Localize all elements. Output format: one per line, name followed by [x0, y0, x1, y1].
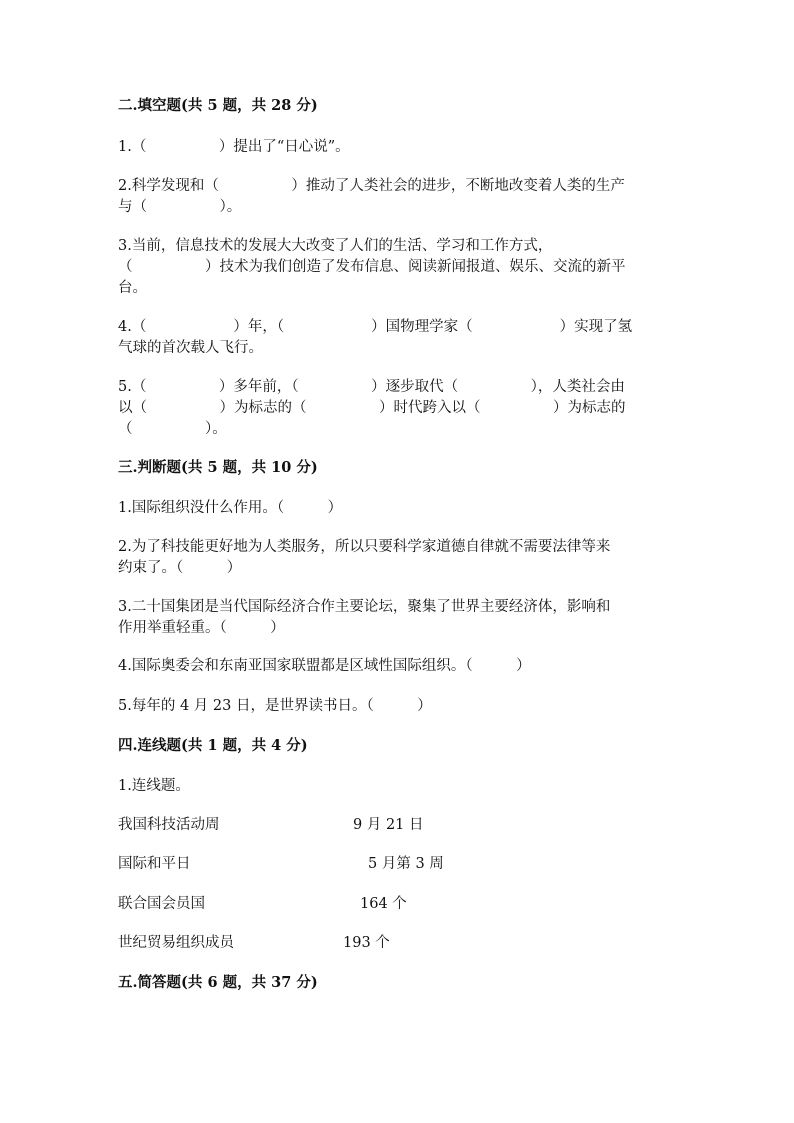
fill-question-5-line-1: 5.（ ）多年前，（ ）逐步取代（ ），人类社会由	[118, 379, 625, 395]
matching-left-item-4: 世纪贸易组织成员	[118, 935, 234, 951]
matching-right-item-2: 5 月第 3 周	[368, 856, 444, 872]
matching-right-item-3: 164 个	[360, 896, 407, 912]
fill-question-2-line-2: 与（ ）。	[118, 199, 242, 215]
section-title-matching: 四.连线题(共 1 题，共 4 分)	[118, 737, 308, 754]
matching-question-1: 1.连线题。	[118, 778, 190, 794]
fill-question-3-line-1: 3.当前，信息技术的发展大大改变了人们的生活、学习和工作方式，	[118, 238, 553, 254]
matching-right-item-4: 193 个	[343, 935, 390, 951]
judge-question-1: 1.国际组织没什么作用。（ ）	[118, 500, 343, 516]
fill-question-5-line-2: 以（ ）为标志的（ ）时代跨入以（ ）为标志的	[118, 400, 626, 416]
fill-question-4-line-2: 气球的首次载人飞行。	[118, 340, 263, 356]
fill-question-1: 1.（ ）提出了“日心说”。	[118, 139, 350, 155]
judge-question-4: 4.国际奥委会和东南亚国家联盟都是区域性国际组织。（ ）	[118, 658, 531, 674]
judge-question-2-line-1: 2.为了科技能更好地为人类服务，所以只要科学家道德自律就不需要法律等来	[118, 539, 611, 555]
fill-question-4-line-1: 4.（ ）年，（ ）国物理学家（ ）实现了氢	[118, 319, 633, 335]
matching-right-item-1: 9 月 21 日	[353, 817, 424, 833]
judge-question-2-line-2: 约束了。（ ）	[118, 560, 242, 576]
judge-question-3-line-2: 作用举重轻重。（ ）	[118, 620, 285, 636]
matching-left-item-3: 联合国会员国	[118, 896, 205, 912]
section-title-fill-in: 二.填空题(共 5 题，共 28 分)	[118, 97, 318, 114]
judge-question-3-line-1: 3.二十国集团是当代国际经济合作主要论坛，聚集了世界主要经济体，影响和	[118, 599, 611, 615]
fill-question-3-line-2: （ ）技术为我们创造了发布信息、阅读新闻报道、娱乐、交流的新平	[118, 259, 626, 275]
matching-left-item-1: 我国科技活动周	[118, 817, 220, 833]
fill-question-3-line-3: 台。	[118, 280, 147, 296]
fill-question-5-line-3: （ ）。	[118, 421, 227, 437]
section-title-short-answer: 五.简答题(共 6 题，共 37 分)	[118, 974, 318, 991]
section-title-true-false: 三.判断题(共 5 题，共 10 分)	[118, 459, 318, 476]
fill-question-2-line-1: 2.科学发现和（ ）推动了人类社会的进步，不断地改变着人类的生产	[118, 178, 625, 194]
judge-question-5: 5.每年的 4 月 23 日，是世界读书日。（ ）	[118, 698, 432, 714]
matching-left-item-2: 国际和平日	[118, 856, 191, 872]
